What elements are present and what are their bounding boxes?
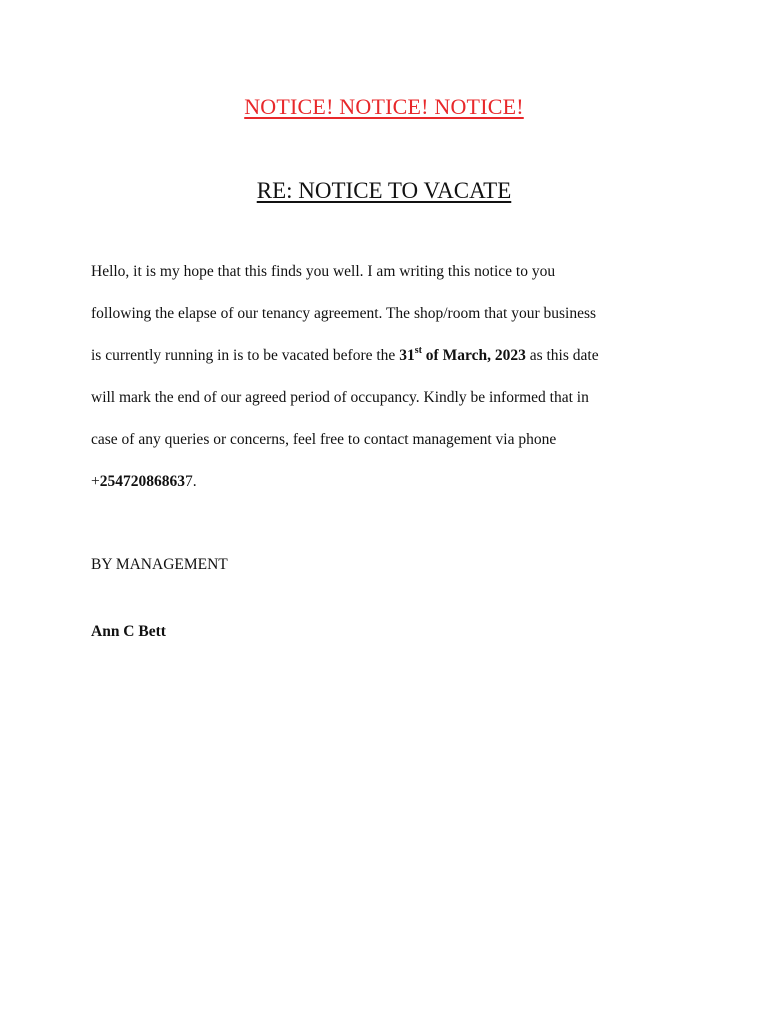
body-line-3-start: is currently running in is to be vacated before the xyxy=(91,347,400,364)
body-line-2: following the elapse of our tenancy agreement. The shop/room that your business xyxy=(91,305,597,322)
phone-plus: + xyxy=(91,473,100,490)
vacate-date-day: 31 xyxy=(399,347,415,364)
phone-number-bold: 25472086863 xyxy=(99,473,185,490)
body-line-1: Hello, it is my hope that this finds you well. I am writing this notice to you xyxy=(91,263,556,280)
vacate-date-month-year: of March, 2023 xyxy=(421,347,526,364)
body-line-6 xyxy=(91,472,197,492)
phone-period: . xyxy=(192,473,197,490)
body-line-3 xyxy=(91,346,599,366)
subject-heading: RE: NOTICE TO VACATE xyxy=(256,178,512,203)
body-line-3-end: as this date xyxy=(525,347,599,364)
body-line-5: case of any queries or concerns, feel free to contact management via phone xyxy=(91,431,557,448)
vacate-date-suffix: st xyxy=(414,344,422,356)
signature-name: Ann C Bett xyxy=(91,623,166,640)
body-line-4: will mark the end of our agreed period of occupancy. Kindly be informed that in xyxy=(91,389,589,406)
signoff: BY MANAGEMENT xyxy=(91,556,228,573)
notice-heading: NOTICE! NOTICE! NOTICE! xyxy=(244,94,524,119)
phone-number-last-digit: 7 xyxy=(185,473,193,490)
vacate-date xyxy=(399,344,526,364)
